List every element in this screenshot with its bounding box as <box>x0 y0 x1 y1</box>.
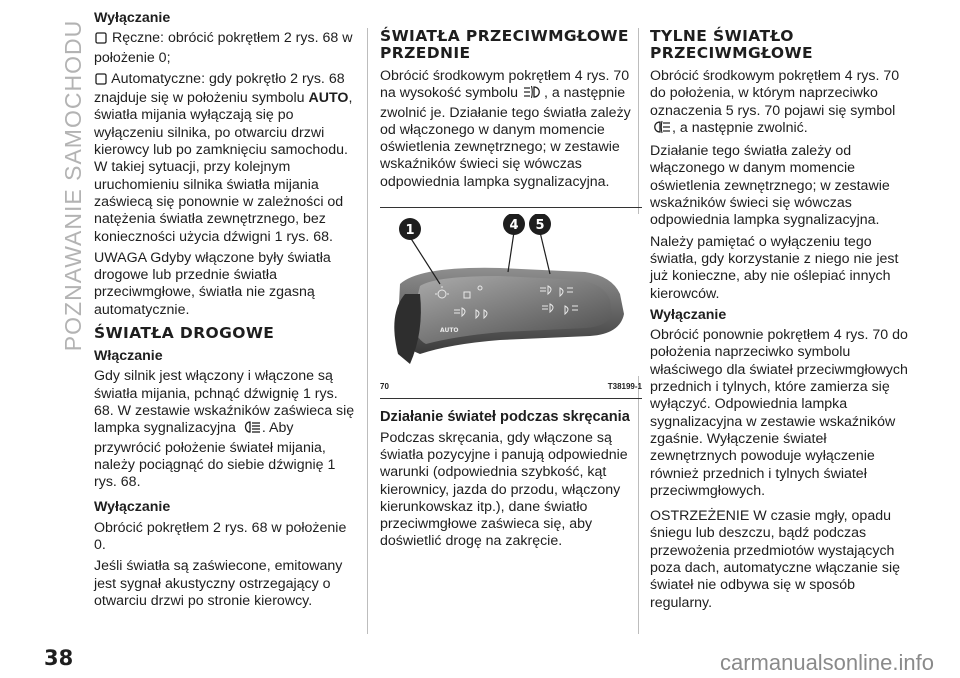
fig-auto-text: AUTO <box>440 327 459 335</box>
paragraph-wylaczanie-3: Obrócić ponownie pokrętłem 4 rys. 70 do położenia naprzeciwko symbolu właściwego dla świateł przeciwmgłowych przednich i tylnych, które zamierza się wyłączyć. Odpowiednia lampka sygnalizacyjna w zestawie wskaźników zgaśnie. Wyłączenie świateł zewnętrznych powoduje wyłączenie również przednich i tylnych świateł przeciwmgłowych. <box>650 327 908 499</box>
column-2 <box>380 10 642 555</box>
paragraph-skrecanie: Podczas skręcania, gdy włączone są światła pozycyjne i panują odpowiednie warunki (odpowiednia szybkość, kąt kierownicy, jazda do przodu, włączony kierunkowskaz itp.), dane światło przeciwmgłowe zaświeca się, aby doświetlić drogę na zakręcie. <box>380 429 628 550</box>
high-beam-icon <box>241 420 261 439</box>
paragraph-manual-text: Ręczne: obrócić pokrętłem 2 rys. 68 w położenie 0; <box>94 30 353 66</box>
heading-wylaczanie-3: Wyłączanie <box>650 306 727 323</box>
heading-tylne-swiatlo: TYLNE ŚWIATŁO PRZECIWMGŁOWE <box>650 27 813 62</box>
paragraph-przednie <box>380 68 642 191</box>
figure-code: T38199-1 <box>607 382 642 392</box>
heading-przeciwmglowe-przednie: ŚWIATŁA PRZECIWMGŁOWE PRZEDNIE <box>380 27 629 62</box>
page-number: 38 <box>44 646 74 670</box>
paragraph-wlaczanie-text: Gdy silnik jest włączony i włączone są światła mijania, pchnąć dźwignię 1 rys. 68. W zestawie wskaźników zaświeca się lampka sygnalizacyjna <box>94 368 355 437</box>
paragraph-auto <box>94 71 356 246</box>
paragraph-tylne-text: Obrócić środkowym pokrętłem 4 rys. 70 do położenia, w którym naprzeciwko oznaczenia 5 rys. 70 pojawi się symbol <box>650 68 900 119</box>
figure-number: 70 <box>380 382 389 392</box>
section-side-tab-label: POZNAWANIE SAMOCHODU <box>60 19 87 351</box>
paragraph-tylne-text-cont: , a następnie zwolnić. <box>672 119 808 136</box>
square-bullet-icon <box>95 32 107 49</box>
light-stalk-illustration <box>380 214 642 376</box>
paragraph-auto-text-cont: , światła mijania wyłączają się po wyłączeniu silnika, po otwarciu drzwi kierowcy lub po zamknięciu samochodu. W takiej sytuacji, przy kolejnym uruchomieniu silnika światła mijania zaświecą się ponownie w zależności od natężenia światła zewnętrznego, bez konieczności użycia dźwigni 1 rys. 68. <box>94 90 353 245</box>
auto-symbol-label: AUTO <box>308 90 349 107</box>
fig-callout-4: 4 <box>509 218 519 234</box>
note-uwaga: UWAGA Gdyby włączone były światła drogowe lub przednie światła przeciwmgłowe, światła nie zgasną automatycznie. <box>94 249 331 318</box>
note-ostrzezenie: OSTRZEŻENIE W czasie mgły, opadu śniegu lub deszczu, bądź podczas przewożenia przedmiotów wystających poza dach, automatyczne włączanie się świateł nie odbywa się w sposób regularny. <box>650 508 900 611</box>
heading-wlaczanie: Włączanie <box>94 348 163 365</box>
paragraph-manual <box>94 30 356 67</box>
paragraph-wylaczanie-2: Obrócić pokrętłem 2 rys. 68 w położenie 0. <box>94 519 347 554</box>
paragraph-przednie-text-cont: , a następnie zwolnić je. Działanie tego światła zależy od włączonego w danym momencie oświetlenia zewnętrznego; w zestawie wskaźników świeci się wówczas odpowiednia lampka sygnalizacyjna. <box>380 85 631 190</box>
heading-wylaczanie-2: Wyłączanie <box>94 499 171 516</box>
paragraph-wlaczanie-text-cont: . Aby przywrócić położenie świateł mijania, należy pociągnąć do siebie dźwignię 1 rys. 68. <box>94 420 336 491</box>
paragraph-wlaczanie <box>94 368 356 491</box>
rear-fog-light-icon <box>651 120 671 139</box>
figure-caption <box>380 378 642 399</box>
front-fog-light-icon <box>523 85 543 104</box>
paragraph-dzialanie: Działanie tego światła zależy od włączonego w danym momencie oświetlenia zewnętrznego; w zestawie wskaźników świeci się wówczas odpowiednia lampka sygnalizacyjna. <box>650 143 890 229</box>
figure-top-rule <box>380 207 642 208</box>
paragraph-auto-text: Automatyczne: gdy pokrętło 2 rys. 68 znajduje się w położeniu symbolu <box>94 70 345 107</box>
heading-wylaczanie: Wyłączanie <box>94 10 171 26</box>
paragraph-przednie-text: Obrócić środkowym pokrętłem 4 rys. 70 na wysokość symbolu <box>380 68 630 102</box>
figure-70-stalk <box>380 214 642 376</box>
column-3 <box>650 10 912 616</box>
heading-swiatla-drogowe: ŚWIATŁA DROGOWE <box>94 324 275 343</box>
column-divider <box>367 28 368 634</box>
fig-callout-1: 1 <box>405 223 415 239</box>
section-side-tab <box>52 20 96 350</box>
paragraph-sygnal: Jeśli światła są zaświecone, emitowany jest sygnał akustyczny ostrzegający o otwarciu drzwi po stronie kierowcy. <box>94 558 343 609</box>
watermark: carmanualsonline.info <box>719 650 934 675</box>
paragraph-pamietac: Należy pamiętać o wyłączeniu tego światła, gdy korzystanie z niego nie jest już konieczne, aby nie oślepiać innych kierowców. <box>650 233 899 302</box>
heading-skrecanie: Działanie świateł podczas skręcania <box>380 409 630 426</box>
paragraph-tylne <box>650 68 912 139</box>
column-1 <box>94 10 356 614</box>
fig-callout-5: 5 <box>535 218 545 234</box>
square-bullet-icon <box>95 73 107 90</box>
